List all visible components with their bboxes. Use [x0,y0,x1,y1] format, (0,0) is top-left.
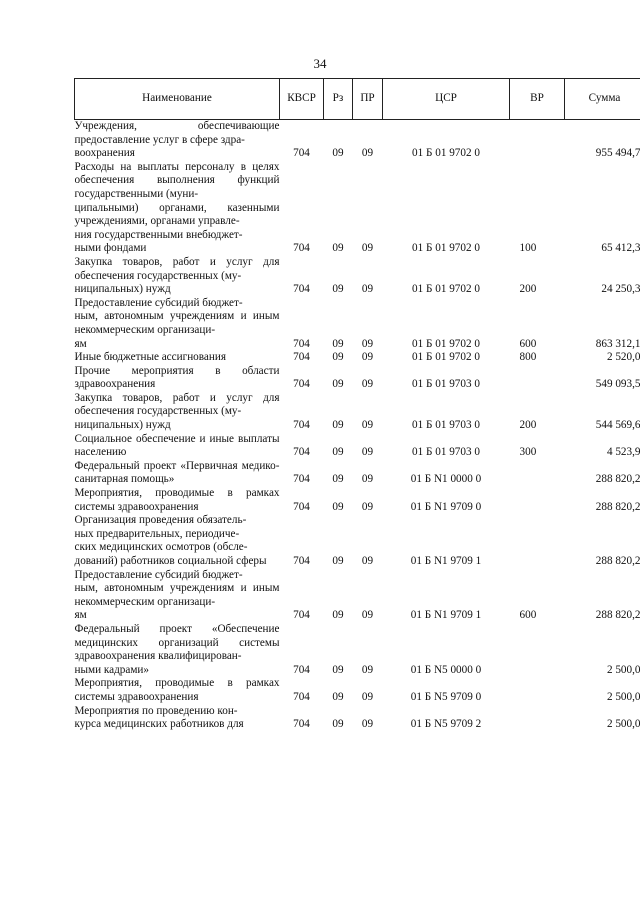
cell-pr: 09 [361,473,374,486]
header-rz: Рз [324,79,353,120]
table-row [75,569,640,623]
cell-kvsr: 704 [293,378,310,391]
cell-sum: 955 494,7 [595,147,640,160]
cell-kvsr: 704 [293,242,310,255]
cell-name: Предоставление субсидий бюджет- ным, автономным учреждениям и иным некоммерческим организаци- ям [74,568,280,622]
cell-csr: 01 Б 01 9702 0 [412,283,480,296]
cell-rz: 09 [332,351,344,364]
header-sum: Сумма [565,79,640,120]
cell-csr: 01 Б 01 9702 0 [412,242,480,255]
cell-csr: 01 Б N5 9709 0 [410,690,482,703]
cell-pr: 09 [361,337,374,350]
cell-pr: 09 [361,663,374,676]
cell-kvsr: 704 [293,351,310,364]
budget-table [74,78,640,732]
table-row [75,161,640,256]
cell-sum: 2 500,0 [606,690,640,703]
cell-sum: 2 520,0 [606,351,640,364]
cell-name: Прочие мероприятия в области здравоохранения [74,364,280,391]
cell-csr: 01 Б 01 9703 0 [412,419,480,432]
cell-rz: 09 [332,419,344,432]
cell-sum: 544 569,6 [595,419,640,432]
table-row [75,514,640,568]
cell-name: Учреждения, обеспечивающие предоставление услуг в сфере здра- воохранения [74,120,280,160]
cell-name: Закупка товаров, работ и услуг для обеспечения государственных (му- ниципальных) нужд [74,255,280,296]
cell-rz: 09 [332,378,344,391]
table-row [75,256,640,297]
cell-name: Федеральный проект «Первичная медико-санитарная помощь» [74,459,280,486]
table-row [75,351,640,365]
cell-pr: 09 [361,419,374,432]
cell-rz: 09 [332,242,344,255]
cell-sum: 288 820,2 [595,555,640,567]
header-kvsr: КВСР [280,79,324,120]
cell-csr: 01 Б N1 9709 0 [410,500,482,513]
table-row [75,365,640,392]
cell-csr: 01 Б N5 9709 2 [410,718,482,731]
cell-csr: 01 Б N1 9709 1 [410,609,482,622]
cell-kvsr: 704 [293,500,310,513]
cell-pr: 09 [361,446,374,459]
cell-vr [510,677,565,704]
cell-pr: 09 [361,609,374,622]
cell-sum: 4 523,9 [606,446,640,459]
cell-sum: 2 500,0 [606,718,640,731]
cell-vr [510,514,565,568]
header-vr: ВР [510,79,565,120]
cell-pr: 09 [361,690,374,703]
cell-sum: 288 820,2 [595,473,640,486]
cell-vr [510,623,565,677]
cell-kvsr: 704 [293,147,310,160]
cell-kvsr: 704 [293,283,310,296]
cell-vr: 600 [519,337,537,350]
cell-sum: 65 412,3 [601,242,640,255]
table-row [75,433,640,460]
table-row [75,392,640,433]
cell-kvsr: 704 [293,663,310,676]
cell-csr: 01 Б 01 9702 0 [412,351,480,364]
cell-vr [510,705,565,732]
cell-csr: 01 Б 01 9702 0 [412,337,480,350]
cell-sum: 549 093,5 [595,378,640,391]
cell-name: Мероприятия, проводимые в рамках системы здравоохранения [74,487,280,513]
cell-sum: 2 500,0 [606,663,640,676]
cell-kvsr: 704 [293,609,310,622]
table-row [75,460,640,487]
cell-pr: 09 [361,555,374,567]
cell-vr: 300 [519,446,537,459]
cell-rz: 09 [332,718,344,731]
cell-kvsr: 704 [293,473,310,486]
cell-sum: 863 312,1 [595,337,640,350]
page-number: 34 [313,56,327,71]
table-row [75,120,640,161]
cell-name: Федеральный проект «Обеспечение медицинских организаций системы здравоохранения квалифицирован- ными кадрами» [74,622,280,676]
cell-kvsr: 704 [293,555,310,567]
cell-vr: 600 [519,609,537,622]
cell-name: Расходы на выплаты персоналу в целях обеспечения выполнения функций государственными (муни- ципальными) органами, казенными учреждениями, органами управле- ния государственными внебюджет- ными фондами [74,160,280,255]
table-row [75,677,640,704]
cell-sum: 288 820,2 [595,500,640,513]
cell-name: Организация проведения обязатель- ных предварительных, периодиче- ских медицинских осмотров (обсле- дований) работников социальной сферы [74,514,267,567]
cell-rz: 09 [332,500,344,513]
cell-vr [510,365,565,392]
cell-csr: 01 Б N1 9709 1 [410,555,482,567]
cell-vr [510,460,565,487]
cell-rz: 09 [332,473,344,486]
cell-csr: 01 Б N1 0000 0 [410,473,482,486]
cell-name: Закупка товаров, работ и услуг для обеспечения государственных (му- ниципальных) нужд [74,391,280,432]
cell-sum: 288 820,2 [595,609,640,622]
cell-vr: 100 [519,242,537,255]
cell-rz: 09 [332,147,344,160]
cell-pr: 09 [361,147,374,160]
cell-rz: 09 [332,690,344,703]
cell-name: Мероприятия, проводимые в рамках системы здравоохранения [74,677,280,703]
cell-kvsr: 704 [293,690,310,703]
cell-pr: 09 [361,500,374,513]
cell-kvsr: 704 [293,337,310,350]
cell-pr: 09 [361,351,374,364]
cell-pr: 09 [361,378,374,391]
cell-name: Мероприятия по проведению кон- курса медицинских работников для [74,704,244,731]
cell-kvsr: 704 [293,718,310,731]
cell-csr: 01 Б 01 9703 0 [412,446,480,459]
cell-vr: 200 [519,419,537,432]
cell-rz: 09 [332,446,344,459]
table-row [75,623,640,677]
cell-rz: 09 [332,283,344,296]
cell-rz: 09 [332,663,344,676]
table-header-row [75,79,640,120]
cell-rz: 09 [332,555,344,567]
cell-name: Предоставление субсидий бюджет- ным, автономным учреждениям и иным некоммерческим организаци- ям [74,296,280,350]
table-row [75,297,640,351]
cell-sum: 24 250,3 [601,283,640,296]
table-row [75,705,640,732]
cell-pr: 09 [361,283,374,296]
cell-csr: 01 Б N5 0000 0 [410,663,482,676]
header-pr: ПР [353,79,383,120]
cell-csr: 01 Б 01 9703 0 [412,378,480,391]
cell-vr [510,120,565,161]
cell-pr: 09 [361,718,374,731]
cell-kvsr: 704 [293,446,310,459]
header-csr: ЦСР [383,79,510,120]
cell-name: Социальное обеспечение и иные выплаты населению [74,432,280,459]
cell-csr: 01 Б 01 9702 0 [412,147,480,160]
cell-rz: 09 [332,337,344,350]
header-name: Наименование [75,79,280,120]
table-row [75,487,640,514]
cell-name: Иные бюджетные ассигнования [74,351,226,364]
cell-vr: 800 [519,351,537,364]
cell-rz: 09 [332,609,344,622]
cell-kvsr: 704 [293,419,310,432]
cell-pr: 09 [361,242,374,255]
cell-vr [510,487,565,514]
cell-vr: 200 [519,283,537,296]
